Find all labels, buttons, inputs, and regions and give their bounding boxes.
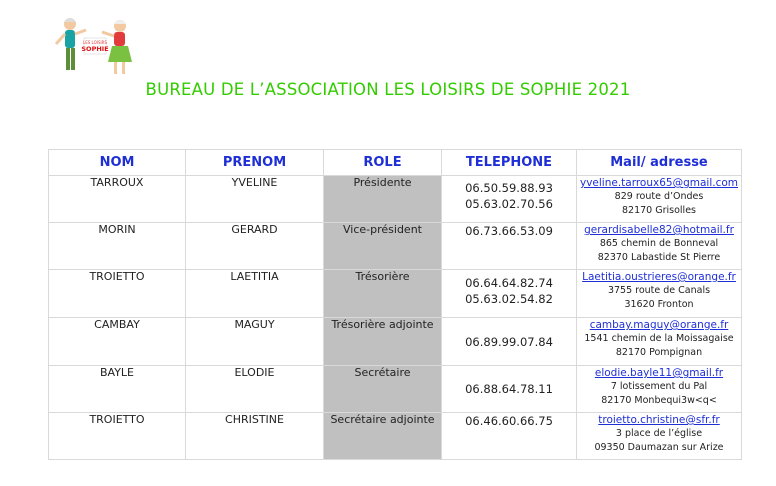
address-line: 31620 Fronton bbox=[624, 299, 694, 310]
nom-cell: CAMBAY bbox=[49, 318, 186, 366]
header-prenom: PRENOM bbox=[186, 150, 324, 176]
role-cell: Secrétaire adjointe bbox=[324, 413, 442, 460]
address-line: 3 place de l’église bbox=[615, 428, 703, 439]
address-line: 3755 route de Canals bbox=[607, 285, 711, 296]
header-telephone: TELEPHONE bbox=[442, 150, 577, 176]
email-link[interactable]: yveline.tarroux65@gmail.com bbox=[579, 177, 739, 189]
role-cell: Secrétaire bbox=[324, 366, 442, 413]
table-header-row bbox=[49, 150, 742, 176]
table-row bbox=[49, 366, 742, 413]
table-row bbox=[49, 413, 742, 460]
email-link[interactable]: cambay.maguy@orange.fr bbox=[589, 319, 729, 331]
mail-cell bbox=[577, 176, 742, 223]
header-mail-adresse: Mail/ adresse bbox=[577, 150, 742, 176]
nom-cell: BAYLE bbox=[49, 366, 186, 413]
telephone-cell bbox=[442, 270, 577, 318]
header-nom: NOM bbox=[49, 150, 186, 176]
address-line: 7 lotissement du Pal bbox=[610, 381, 708, 392]
prenom-cell: YVELINE bbox=[186, 176, 324, 223]
role-cell: Vice-président bbox=[324, 223, 442, 270]
prenom-cell: CHRISTINE bbox=[186, 413, 324, 460]
prenom-cell: GERARD bbox=[186, 223, 324, 270]
phone-number: 06.46.60.66.75 bbox=[465, 414, 553, 428]
nom-cell: TROIETTO bbox=[49, 270, 186, 318]
mail-cell bbox=[577, 366, 742, 413]
address-line: 82170 Monbequi3w<q< bbox=[601, 395, 717, 406]
address-line: 829 route d’Ondes bbox=[614, 191, 704, 202]
address-line: 09350 Daumazan sur Arize bbox=[594, 442, 724, 453]
association-logo bbox=[48, 14, 138, 78]
role-cell: Trésorière bbox=[324, 270, 442, 318]
email-link[interactable]: elodie.bayle11@gmail.fr bbox=[594, 367, 724, 379]
address-line: 82170 Grisolles bbox=[622, 205, 696, 216]
bureau-table bbox=[48, 149, 742, 460]
phone-number: 05.63.02.54.82 bbox=[465, 292, 553, 306]
page-title: BUREAU DE L’ASSOCIATION LES LOISIRS DE SOPHIE 2021 bbox=[145, 80, 631, 99]
telephone-cell bbox=[442, 413, 577, 460]
address-line: 1541 chemin de la Moissagaise bbox=[584, 333, 734, 344]
header-role: ROLE bbox=[324, 150, 442, 176]
telephone-cell bbox=[442, 318, 577, 366]
role-cell: Présidente bbox=[324, 176, 442, 223]
phone-number: 06.88.64.78.11 bbox=[465, 382, 553, 396]
address-line: 82370 Labastide St Pierre bbox=[597, 252, 721, 263]
mail-cell bbox=[577, 223, 742, 270]
mail-cell bbox=[577, 318, 742, 366]
table-row bbox=[49, 223, 742, 270]
phone-number: 06.50.59.88.93 bbox=[465, 181, 553, 195]
prenom-cell: LAETITIA bbox=[186, 270, 324, 318]
email-link[interactable]: Laetitia.oustrieres@orange.fr bbox=[582, 271, 736, 283]
address-line: 865 chemin de Bonneval bbox=[599, 238, 719, 249]
svg-text:SOPHIE: SOPHIE bbox=[81, 45, 109, 53]
nom-cell: MORIN bbox=[49, 223, 186, 270]
prenom-cell: MAGUY bbox=[186, 318, 324, 366]
phone-number: 06.64.64.82.74 bbox=[465, 276, 553, 290]
table-row bbox=[49, 176, 742, 223]
nom-cell: TROIETTO bbox=[49, 413, 186, 460]
prenom-cell: ELODIE bbox=[186, 366, 324, 413]
phone-number: 06.89.99.07.84 bbox=[465, 334, 553, 349]
role-cell: Trésorière adjointe bbox=[324, 318, 442, 366]
mail-cell bbox=[577, 270, 742, 318]
email-link[interactable]: troietto.christine@sfr.fr bbox=[598, 414, 720, 426]
address-line: 82170 Pompignan bbox=[615, 347, 703, 358]
email-link[interactable]: gerardisabelle82@hotmail.fr bbox=[584, 224, 734, 236]
table-row bbox=[49, 270, 742, 318]
telephone-cell bbox=[442, 223, 577, 270]
phone-number: 05.63.02.70.56 bbox=[465, 197, 553, 211]
svg-text:LES LOISIRS: LES LOISIRS bbox=[82, 40, 108, 45]
telephone-cell bbox=[442, 176, 577, 223]
mail-cell bbox=[577, 413, 742, 460]
table-row bbox=[49, 318, 742, 366]
nom-cell: TARROUX bbox=[49, 176, 186, 223]
telephone-cell bbox=[442, 366, 577, 413]
phone-number: 06.73.66.53.09 bbox=[465, 224, 553, 238]
